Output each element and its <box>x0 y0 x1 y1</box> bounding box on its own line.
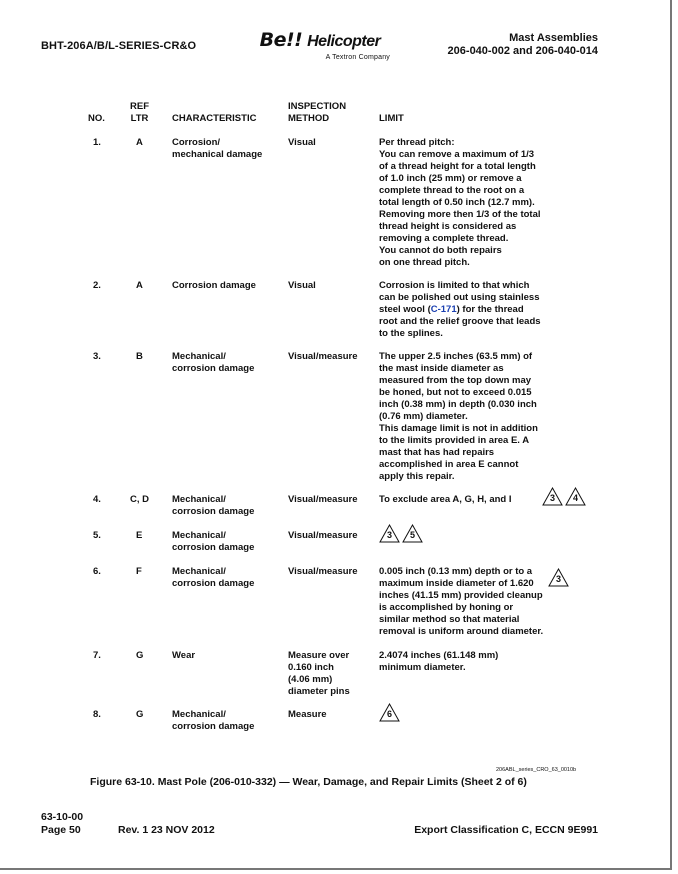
note-triangle-icon <box>402 524 423 543</box>
text-line: Measure over <box>288 650 350 661</box>
part-numbers: 206-040-002 and 206-040-014 <box>447 45 598 57</box>
chapter-number: 63-10-00 <box>41 811 84 823</box>
logo-subtitle: A Textron Company <box>325 54 390 61</box>
text-line: corrosion damage <box>172 506 255 517</box>
text-line: inches (41.15 mm) provided cleanup <box>379 590 543 601</box>
ref-letter: B <box>136 351 143 362</box>
header-title-block <box>448 32 598 58</box>
ref-letter: A <box>136 280 143 291</box>
text-line: Per thread pitch: <box>379 137 455 148</box>
text-line: (4.06 mm) <box>288 674 333 685</box>
note-triangle-icon <box>542 487 563 506</box>
text-line: You cannot do both repairs <box>379 245 502 256</box>
text-line: corrosion damage <box>172 721 255 732</box>
text-line: minimum diameter. <box>379 662 466 673</box>
col-header-method-line1: INSPECTION <box>288 101 347 112</box>
col-header-characteristic: CHARACTERISTIC <box>172 113 257 124</box>
text-line: Removing more then 1/3 of the total <box>379 209 541 220</box>
characteristic <box>172 351 254 375</box>
inspection-method: Visual <box>288 137 316 148</box>
row-number: 8. <box>93 709 101 720</box>
ref-letter: C, D <box>130 494 149 505</box>
text-line: diameter pins <box>288 686 350 697</box>
text-line: thread height is considered as <box>379 221 517 232</box>
note-triangle-icon <box>379 524 400 543</box>
text-line: corrosion damage <box>172 542 255 553</box>
note-number: 3 <box>555 574 561 584</box>
note-number: 3 <box>386 530 392 540</box>
text-line: 0.005 inch (0.13 mm) depth or to a <box>379 566 533 577</box>
characteristic <box>172 566 254 590</box>
text-line: inch (0.38 mm) in depth (0.030 inch <box>379 399 537 410</box>
text-line: of 1.0 inch (25 mm) or remove a <box>379 173 522 184</box>
footer-left <box>41 811 83 837</box>
text-line: be honed, but not to exceed 0.015 <box>379 387 532 398</box>
text-line: of a thread height for a total length <box>379 161 536 172</box>
inspection-method: Measure <box>288 709 327 720</box>
col-header-method-line2: METHOD <box>288 112 330 124</box>
bell-helicopter-logo <box>250 30 390 66</box>
characteristic <box>172 530 254 554</box>
characteristic <box>172 494 254 518</box>
note-triangle-icon <box>565 487 586 506</box>
ref-letter: A <box>136 137 143 148</box>
text-line: complete thread to the root on a <box>379 185 525 196</box>
limit-text-post: ) for the thread root and the relief groove that leads to the splines. <box>379 304 541 339</box>
characteristic <box>172 709 254 733</box>
text-line: mechanical damage <box>172 149 263 160</box>
manual-id: BHT-206A/B/L-SERIES-CR&O <box>41 40 197 52</box>
inspection-method: Visual/measure <box>288 494 358 505</box>
ref-letter: G <box>136 650 144 661</box>
text-line: total length of 0.50 inch (12.7 mm). <box>379 197 535 208</box>
text-line: accomplished in area E cannot <box>379 459 519 470</box>
text-line: (0.76 mm) diameter. <box>379 411 468 422</box>
text-line: 2.4074 inches (61.148 mm) <box>379 650 499 661</box>
ref-letter: G <box>136 709 144 720</box>
note-triangle-icon <box>379 703 400 722</box>
row-number: 5. <box>93 530 101 541</box>
text-line: removing a complete thread. <box>379 233 509 244</box>
row-number: 3. <box>93 351 101 362</box>
text-line: the mast inside diameter as <box>379 363 504 374</box>
text-line: is accomplished by honing or <box>379 602 514 613</box>
row-number: 4. <box>93 494 101 505</box>
text-line: removal is uniform around diameter. <box>379 626 544 637</box>
row-number: 6. <box>93 566 101 577</box>
row-number: 2. <box>93 280 101 291</box>
section-title: Mast Assemblies <box>509 32 598 44</box>
text-line: on one thread pitch. <box>379 257 470 268</box>
figure-caption: Figure 63-10. Mast Pole (206-010-332) — Wear, Damage, and Repair Limits (Sheet 2 of 6) <box>90 776 527 788</box>
row-number: 7. <box>93 650 101 661</box>
ref-letter: F <box>136 566 142 577</box>
logo-brand: Be!! <box>259 29 303 51</box>
text-line: You can remove a maximum of 1/3 <box>379 149 535 160</box>
col-header-ref-line2: LTR <box>130 112 149 124</box>
note-number: 5 <box>409 530 415 540</box>
col-header-ref <box>130 101 149 124</box>
text-line: Mechanical/ <box>172 530 226 541</box>
text-line: apply this repair. <box>379 471 455 482</box>
page-number: Page 50 <box>41 824 81 836</box>
text-line: Mechanical/ <box>172 566 226 577</box>
text-line: to the limits provided in area E. A <box>379 435 530 446</box>
note-triangle-icon <box>548 568 569 587</box>
row-number: 1. <box>93 137 101 148</box>
limit-text: To exclude area A, G, H, and I <box>379 494 512 505</box>
inspection-method: Visual/measure <box>288 530 358 541</box>
text-line: This damage limit is not in addition <box>379 423 538 434</box>
logo-word: Helicopter <box>307 33 381 50</box>
inspection-method: Visual/measure <box>288 351 358 362</box>
col-header-method <box>288 101 346 124</box>
note-number: 3 <box>549 493 555 503</box>
text-line: 0.160 inch <box>288 662 334 673</box>
characteristic <box>172 137 262 161</box>
inspection-method: Visual <box>288 280 316 291</box>
text-line: measured from the top down may <box>379 375 532 386</box>
text-line: corrosion damage <box>172 578 255 589</box>
limit-text-pre: Corrosion is limited to that which can be polished out using stainless steel wool ( <box>379 280 540 315</box>
note-number: 4 <box>572 493 578 503</box>
text-line: The upper 2.5 inches (63.5 mm) of <box>379 351 533 362</box>
revision-date: Rev. 1 23 NOV 2012 <box>118 824 215 836</box>
limit-text <box>379 280 559 340</box>
consumable-link-c171[interactable]: C-171 <box>430 304 457 315</box>
limit-text <box>379 566 559 638</box>
inspection-method: Visual/measure <box>288 566 358 577</box>
col-header-no: NO. <box>88 113 105 124</box>
text-line: similar method so that material <box>379 614 520 625</box>
export-classification: Export Classification C, ECCN 9E991 <box>414 824 598 836</box>
limit-text <box>379 137 559 269</box>
text-line: Mechanical/ <box>172 494 226 505</box>
text-line: Mechanical/ <box>172 351 226 362</box>
ref-letter: E <box>136 530 143 541</box>
text-line: Corrosion/ <box>172 137 221 148</box>
inspection-method <box>288 650 350 698</box>
text-line: maximum inside diameter of 1.620 <box>379 578 534 589</box>
limit-text <box>379 650 559 674</box>
text-line: mast that has had repairs <box>379 447 495 458</box>
characteristic: Corrosion damage <box>172 280 256 291</box>
col-header-limit: LIMIT <box>379 113 404 124</box>
figure-file-id: 206ABL_series_CRO_63_0010b <box>496 767 577 773</box>
col-header-ref-line1: REF <box>130 101 149 112</box>
text-line: corrosion damage <box>172 363 255 374</box>
note-number: 6 <box>386 709 392 719</box>
limit-text <box>379 351 559 483</box>
text-line: Mechanical/ <box>172 709 226 720</box>
characteristic: Wear <box>172 650 196 661</box>
